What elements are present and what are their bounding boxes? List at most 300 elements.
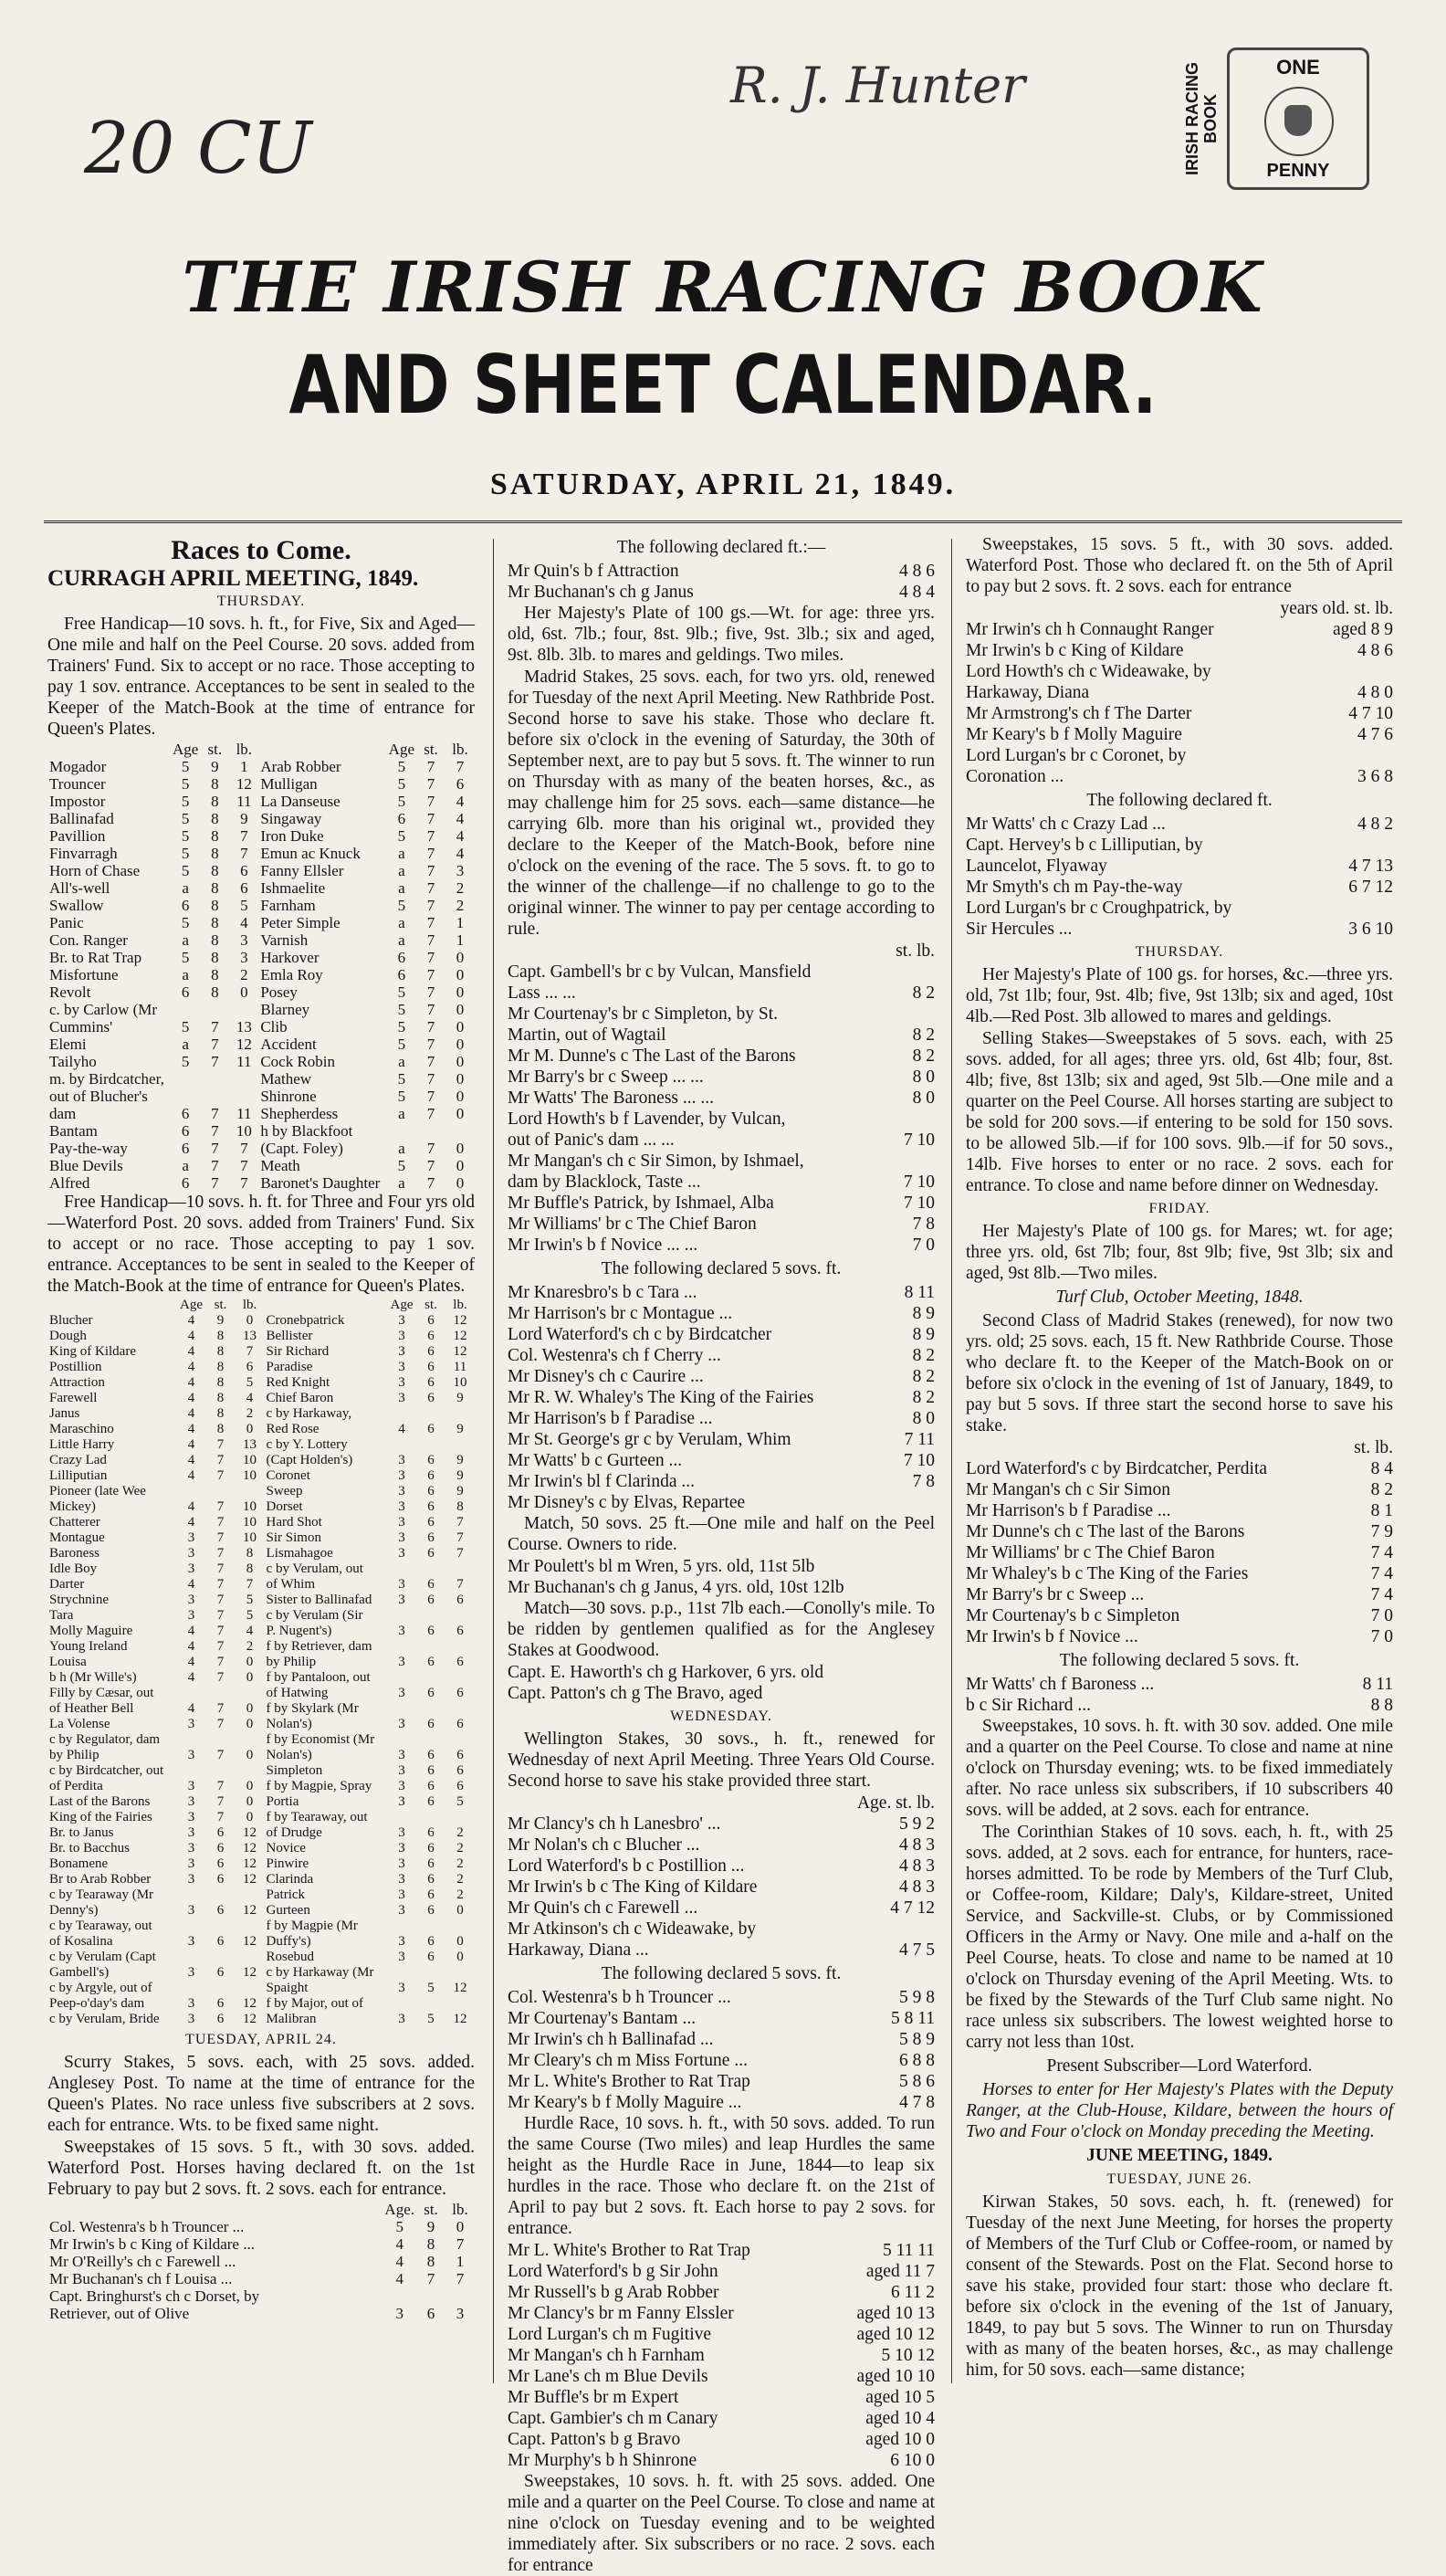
weight-cell: 12 (243, 1825, 257, 1840)
weight-cell: 7 (211, 1174, 219, 1192)
weight-cell: 3 (398, 1717, 405, 1731)
handwritten-note: 20 CU (84, 108, 312, 190)
horse-name: of Kosalina (49, 1934, 113, 1949)
list-item (508, 2029, 935, 2050)
weight-cell: 4 (187, 1406, 195, 1421)
entry-name: Lord Waterford's b c Postillion ... (508, 1856, 745, 1876)
entry-weights: 4 8 6 (1357, 641, 1393, 660)
weight-cell: 3 (187, 1748, 195, 1762)
weight-cell: 7 (426, 1036, 435, 1053)
horse-name: Capt. Bringhurst's ch c Dorset, by (49, 2287, 260, 2305)
horse-name: Emla Roy (260, 966, 323, 983)
race-conditions: Selling Stakes—Sweepstakes of 5 sovs. each, with 25 sovs. added, for all ages; three yrs. old, 6st 4lb; four, 8st. 4lb; five, 8st 13lb; six and aged, 9st 5lb.—One mile and a quarter on the Peel Course. All horses starting are subject to be sold for 200 sovs.—if entering to be sold for 150 sovs. to be allowed 5lb.—if for 100 sovs. 9lb.—if for 50 sovs., 14lb. Five horses to enter or no race. 2 sovs. each for entrance. To close and name before dinner on Wednesday. (966, 1029, 1393, 1195)
list-item (508, 1408, 935, 1429)
weight-cell: 0 (456, 949, 465, 966)
stamp-top-text: ONE (1276, 56, 1320, 79)
weight-cell: 10 (243, 1499, 257, 1514)
column-header (258, 741, 386, 758)
table-row (47, 1422, 475, 1437)
column-1 (47, 534, 475, 2388)
list-item (508, 1303, 935, 1324)
weight-cell (416, 1406, 445, 1422)
entry-name: Col. Westenra's b h Trouncer ... (508, 1988, 731, 2007)
entry-weights: aged 10 4 (865, 2409, 935, 2428)
weight-cell (387, 1732, 416, 1748)
list-item (508, 2261, 935, 2282)
race-conditions: Her Majesty's Plate of 100 gs. for horses, &c.—three yrs. old, 7st 1lb; four, 9st. 4lb; five, 9st 13lb; six and aged, 10st 4lb.—Red Post. 3lb allowed to mares and geldings. (966, 965, 1393, 1026)
weight-cell: 5 (240, 897, 248, 914)
entry-name: Lord Howth's b f Lavender, by Vulcan, (508, 1109, 786, 1129)
table-row (47, 827, 475, 845)
entry-weights: 8 2 (912, 1388, 935, 1407)
weight-cell: 3 (398, 1856, 405, 1871)
table-row (47, 1036, 475, 1053)
section-heading: Races to Come. (171, 535, 351, 565)
list-item (508, 1577, 935, 1598)
weight-cell: 12 (453, 1313, 467, 1328)
weight-cell: 0 (456, 1070, 465, 1088)
table-row (47, 810, 475, 827)
horse-name: Farnham (260, 897, 316, 914)
entry-name: Mr Poulett's bl m Wren, 5 yrs. old, 11st 5lb (508, 1557, 815, 1576)
column-header: st. (207, 741, 223, 758)
weight-cell: 6 (240, 879, 248, 897)
weight-cell: 8 (216, 1422, 225, 1436)
weight-cell: 6 (427, 1499, 435, 1514)
column-header: Age (388, 741, 414, 758)
entry-weights: 3 6 10 (1348, 920, 1393, 939)
table-row (47, 1018, 475, 1036)
weight-cell: 7 (216, 1639, 225, 1654)
weight-cell (445, 1122, 475, 1140)
list-item (966, 1563, 1393, 1584)
horse-name: Retriever, out of Olive (49, 2305, 190, 2322)
weight-cell: 0 (246, 1313, 254, 1328)
entry-instructions: Horses to enter for Her Majesty's Plates with the Deputy Ranger, at the Club-House, Kildare, between the hours of Two and Four o'clock on Monday preceding the Meeting. (966, 2080, 1393, 2141)
list-item (508, 2450, 935, 2471)
table-row (47, 2235, 475, 2253)
table-row (47, 1593, 475, 1608)
weight-cell: 8 (246, 1561, 254, 1576)
entry-name: Launcelot, Flyaway (966, 857, 1107, 876)
weight-cell: 6 (427, 1655, 435, 1669)
weight-cell (236, 1484, 265, 1499)
entry-weights: 8 2 (912, 1346, 935, 1365)
table-row (47, 1070, 475, 1088)
weight-cell: 4 (187, 1437, 195, 1452)
list-item (508, 1856, 935, 1877)
horse-name: Janus (49, 1406, 80, 1421)
horse-name: Iron Duke (260, 827, 324, 845)
weight-cell: 8 (426, 2235, 435, 2253)
list-item (966, 745, 1393, 766)
weight-cell: 8 (211, 793, 219, 810)
weight-cell (387, 1561, 416, 1577)
entry-name: Capt. Patton's b g Bravo (508, 2430, 681, 2449)
weight-cell: 0 (246, 1670, 254, 1685)
weight-cell: 3 (187, 1779, 195, 1793)
weight-cell: 0 (456, 1174, 465, 1192)
table-row (47, 1530, 475, 1546)
weight-cell: 5 (397, 1036, 406, 1053)
list-item (966, 703, 1393, 724)
weight-cell: 2 (456, 1825, 464, 1840)
table-row (47, 1608, 475, 1624)
weight-cell: 7 (426, 1105, 435, 1122)
entry-name: Mr Nolan's ch c Blucher ... (508, 1835, 700, 1855)
weight-cell: 3 (398, 1841, 405, 1856)
race-conditions: Her Majesty's Plate of 100 gs. for Mares; wt. for age; three yrs. old, 6st 7lb; four, 8st 9lb; five, 9st 3lb; six and aged, 9st 8lb.—Two miles. (966, 1222, 1393, 1283)
weight-cell: 2 (246, 1639, 254, 1654)
horse-name: f by Tearaway, out (266, 1810, 368, 1824)
weight-cell (445, 1406, 475, 1422)
weight-cell: 4 (398, 1422, 405, 1436)
weight-cell: 3 (398, 1934, 405, 1949)
entry-name: Mr Mangan's ch c Sir Simon (966, 1480, 1170, 1499)
entry-name: Mr Clancy's br m Fanny Elssler (508, 2304, 734, 2323)
weight-cell: 7 (426, 897, 435, 914)
weight-cell: 5 (397, 827, 406, 845)
horse-name: of Heather Bell (49, 1701, 134, 1716)
weight-cell: 7 (216, 1530, 225, 1545)
list-item (508, 1109, 935, 1130)
weight-cell: 6 (240, 862, 248, 879)
weight-cell: 3 (187, 1872, 195, 1887)
horse-name: Peep-o'day's dam (49, 1996, 145, 2011)
weight-cell: 3 (395, 2305, 403, 2322)
weight-cell: 7 (456, 758, 465, 775)
table-row (47, 1001, 475, 1018)
weight-cell: 12 (243, 1965, 257, 1980)
day-heading: FRIDAY. (1148, 1201, 1210, 1216)
entry-weights: 8 8 (1370, 1696, 1393, 1715)
horse-name: P. Nugent's) (266, 1624, 332, 1638)
horse-name: b h (Mr Wille's) (49, 1670, 137, 1685)
weight-cell: 2 (246, 1406, 254, 1421)
entry-name: Mr Watts' ch c Crazy Lad ... (966, 815, 1166, 834)
horse-name: Denny's) (49, 1903, 99, 1918)
horse-name: Bellister (266, 1329, 313, 1343)
horse-name: Clarinda (266, 1872, 314, 1887)
table-row (47, 1686, 475, 1701)
weight-cell: 3 (398, 1950, 405, 1964)
list-item (508, 1172, 935, 1193)
entry-name: Mr Irwin's ch h Connaught Ranger (966, 620, 1214, 639)
day-heading: THURSDAY. (216, 594, 306, 609)
weight-cell: 8 (211, 827, 219, 845)
horse-name: Meath (260, 1157, 300, 1174)
weight-cell: a (182, 1157, 189, 1174)
list-item (508, 1814, 935, 1835)
handicap-table (47, 741, 475, 1192)
weight-cell: 3 (398, 1546, 405, 1561)
table-row (47, 1981, 475, 1996)
horse-name: Cock Robin (260, 1053, 336, 1070)
weight-cell: 6 (181, 1105, 190, 1122)
weight-cell: 5 (427, 2012, 435, 2026)
entry-name: Mr Williams' br c The Chief Baron (966, 1543, 1215, 1562)
horse-name: Arab Robber (260, 758, 341, 775)
weight-cell: 9 (456, 1468, 464, 1483)
weight-cell: 7 (456, 1577, 464, 1592)
entries-table (47, 2201, 475, 2322)
list-item (966, 1458, 1393, 1479)
weight-cell: 12 (236, 775, 252, 793)
weight-cell: 6 (427, 1950, 435, 1964)
weight-cell: 4 (187, 1670, 195, 1685)
horse-name: Montague (49, 1530, 105, 1545)
entry-name: Mr Atkinson's ch c Wideawake, by (508, 1919, 757, 1939)
horse-name: Mulligan (260, 775, 318, 793)
weight-cell (416, 1122, 445, 1140)
weight-cell: 8 (211, 931, 219, 949)
horse-name: La Volense (49, 1717, 110, 1731)
horse-name: Lilliputian (49, 1468, 108, 1483)
entry-name: Lord Howth's ch c Wideawake, by (966, 662, 1211, 681)
weight-cell (236, 1919, 265, 1934)
horse-name: f by Retriever, dam (266, 1639, 372, 1654)
weight-cell: 7 (216, 1546, 225, 1561)
weight-cell: 6 (216, 1872, 225, 1887)
horse-name: Br. to Bacchus (49, 1841, 130, 1856)
entry-name: Mr Irwin's b c The King of Kildare (508, 1877, 758, 1897)
weight-cell: 0 (456, 1018, 465, 1036)
horse-name: (Capt Holden's) (266, 1453, 353, 1467)
weight-cell: 3 (187, 1717, 195, 1731)
table-row (47, 1577, 475, 1593)
weight-cell: 6 (427, 1453, 435, 1467)
list-item (508, 1450, 935, 1471)
weight-cell: 6 (427, 1391, 435, 1405)
weight-cell: 8 (211, 775, 219, 793)
list-item (508, 1471, 935, 1492)
weight-cell (445, 1639, 475, 1655)
entry-weights: 8 0 (912, 1067, 935, 1087)
weight-cell: 2 (456, 897, 465, 914)
column-divider (951, 539, 952, 2383)
horse-name: Chief Baron (266, 1391, 334, 1405)
weight-cell: 4 (187, 1515, 195, 1530)
list-item (508, 1345, 935, 1366)
weight-cell: 6 (427, 1344, 435, 1359)
list-item (508, 983, 935, 1004)
weight-cell: 6 (427, 1360, 435, 1374)
weight-cell (200, 1088, 229, 1105)
weight-cell: 3 (187, 1810, 195, 1824)
race-conditions: Scurry Stakes, 5 sovs. each, with 25 sovs. added. Anglesey Post. To name at the time of entrance for the Queen's Plates. No race unless five subscribers at 2 sovs. each for entrance. Wts. to be fixed same night. (47, 2053, 475, 2135)
horse-name: h by Blackfoot (260, 1122, 353, 1140)
weight-cell (206, 1484, 236, 1499)
weight-cell (445, 1810, 475, 1825)
table-row (47, 1887, 475, 1903)
horse-name: Cummins' (49, 1018, 113, 1036)
header-rule (44, 520, 1402, 523)
horse-name: Misfortune (49, 966, 119, 983)
entry-name: Mr Buffle's br m Expert (508, 2388, 679, 2407)
weight-cell: 7 (426, 966, 435, 983)
list-item (966, 835, 1393, 856)
horse-name: Sweep (266, 1484, 303, 1498)
weight-cell: a (398, 1140, 405, 1157)
weight-cell: 0 (246, 1655, 254, 1669)
weight-cell (416, 1732, 445, 1748)
table-row (47, 966, 475, 983)
weight-cell: 7 (216, 1577, 225, 1592)
entry-weights: 4 7 13 (1348, 857, 1393, 876)
race-conditions: Sweepstakes, 10 sovs. h. ft. with 30 sov. added. One mile and a quarter on the Peel Course. To close and name at nine o'clock on Thursday evening; wts. to be fixed immediately after. No race unless six subscribers, if 10 subscribers 40 sovs. will be added, at 2 sovs. each for entrance. (966, 1717, 1393, 1820)
weight-cell: 3 (398, 1577, 405, 1592)
weight-cell (387, 1639, 416, 1655)
table-header-row (47, 1298, 475, 1313)
horse-name: by Philip (266, 1655, 317, 1669)
weight-cell: 2 (456, 879, 465, 897)
list-item (508, 2366, 935, 2387)
weight-cell: 0 (456, 1053, 465, 1070)
list-item (966, 682, 1393, 703)
weight-cell: 6 (456, 1717, 464, 1731)
weight-cell (177, 1919, 206, 1934)
entry-name: Mr Courtenay's br c Simpleton, by St. (508, 1004, 778, 1024)
weight-cell: 0 (246, 1717, 254, 1731)
weight-cell: 7 (426, 914, 435, 931)
entry-name: Mr Irwin's bl f Clarinda ... (508, 1472, 695, 1491)
weight-cell: 3 (187, 1561, 195, 1576)
entry-name: Mr Smyth's ch m Pay-the-way (966, 878, 1183, 897)
weight-cell: 0 (246, 1701, 254, 1716)
weight-cell: 7 (426, 1140, 435, 1157)
weight-cell: 4 (187, 1639, 195, 1654)
list-item (508, 2387, 935, 2408)
table-row (47, 1499, 475, 1515)
table-row (47, 1546, 475, 1561)
declared-heading: The following declared 5 sovs. ft. (601, 1964, 842, 1983)
weight-cell: 6 (427, 1872, 435, 1887)
horse-name: of Hatwing (266, 1686, 329, 1700)
weight-cell: 6 (427, 1887, 435, 1902)
table-row (47, 1919, 475, 1934)
weight-cell (387, 1919, 416, 1934)
horse-name: Mogador (49, 758, 107, 775)
masthead-title: THE IRISH RACING BOOK (182, 247, 1264, 328)
weight-cell: 3 (398, 1779, 405, 1793)
weight-cell: 7 (211, 1018, 219, 1036)
weight-header: st. lb. (1354, 1438, 1393, 1457)
horse-name: Postillion (49, 1360, 102, 1374)
race-conditions: Madrid Stakes, 25 sovs. each, for two yrs. old, renewed for Tuesday of the next April Meeting. New Rathbride Post. Second horse to save his stake. Those who declare ft. before six o'clock in the evening of Saturday, the 30th of September next, are to pay but 5 sovs. ft. The winner to run on Thursday with as many of the beaten horses, &c., as may challenge him for 25 sovs. each—same distance—he carrying 6lb. more than his original wt., provided they declare to the Keeper of the Match-Book, before nine o'clock on the evening of the race. The 5 sovs. ft. to go to the winner of the challenge—if no challenge to go to the original winner. The winner to pay per centage according to rule. (508, 668, 935, 939)
race-conditions: Sweepstakes, 15 sovs. 5 ft., with 30 sovs. added. Waterford Post. Those who declared ft. on the 5th of April to pay but 2 sovs. ft. 2 sovs. each for entrance (966, 535, 1393, 596)
horse-name: Pioneer (late Wee (49, 1484, 146, 1498)
horse-name: Ballinafad (49, 810, 114, 827)
weight-cell: 7 (426, 1088, 435, 1105)
horse-name: Accident (260, 1036, 317, 1053)
weight-cell: 3 (398, 1872, 405, 1887)
weight-cell (171, 1001, 200, 1018)
weight-cell: 0 (456, 2218, 465, 2235)
table-row (47, 914, 475, 931)
entry-weights (851, 962, 935, 983)
weight-cell (206, 1686, 236, 1701)
list-item (966, 1479, 1393, 1500)
meeting-heading: CURRAGH APRIL MEETING, 1849. (47, 566, 419, 591)
weight-cell: 4 (187, 1468, 195, 1483)
table-row (47, 845, 475, 862)
horse-name: Mr O'Reilly's ch c Farewell ... (49, 2253, 236, 2270)
weight-cell: 1 (456, 2253, 465, 2270)
weight-cell: 7 (211, 1122, 219, 1140)
weight-cell: 3 (398, 1903, 405, 1918)
weight-cell: 6 (427, 1484, 435, 1498)
list-item (508, 2050, 935, 2071)
weight-cell: 3 (398, 1391, 405, 1405)
horse-name: Blarney (260, 1001, 310, 1018)
entry-weights: aged 11 7 (865, 2262, 935, 2281)
weight-cell (387, 1996, 416, 2012)
weight-cell: 4 (187, 1375, 195, 1390)
entry-name: Capt. Gambell's br c by Vulcan, Mansfield (508, 962, 812, 982)
horse-name: Darter (49, 1577, 85, 1592)
entry-weights: 8 11 (1362, 1675, 1393, 1694)
weight-cell: 4 (187, 1360, 195, 1374)
weight-cell: 5 (397, 1018, 406, 1036)
weight-cell: 4 (395, 2235, 403, 2253)
list-item (508, 2282, 935, 2303)
horse-name: Portia (266, 1794, 299, 1809)
weight-cell: 7 (456, 1515, 464, 1530)
table-row (47, 862, 475, 879)
weight-cell: 3 (398, 1453, 405, 1467)
weight-cell: 6 (397, 966, 406, 983)
horse-name: f by Major, out of (266, 1996, 363, 2011)
weight-cell (382, 2287, 416, 2305)
weight-cell (445, 1608, 475, 1624)
weight-cell: 6 (181, 1174, 190, 1192)
entry-weights: 4 7 6 (1357, 725, 1393, 744)
entry-name: Coronation ... (966, 767, 1064, 786)
list-item (508, 1662, 935, 1683)
list-item (966, 856, 1393, 877)
list-item (508, 1940, 935, 1961)
table-row (47, 1810, 475, 1825)
entry-list (508, 1987, 935, 2113)
horse-name: Shinrone (260, 1088, 317, 1105)
horse-name: Br. to Janus (49, 1825, 114, 1840)
entry-list (508, 962, 935, 1256)
entry-weights: 8 2 (912, 1025, 935, 1045)
stamp-bottom-text: PENNY (1266, 161, 1330, 181)
entry-list (508, 1662, 935, 1704)
weight-cell: 0 (246, 1779, 254, 1793)
entry-weights: 6 7 12 (1348, 878, 1393, 897)
weight-cell: 6 (216, 2012, 225, 2026)
column-header: lb. (452, 2201, 468, 2218)
entry-weights: 7 8 (912, 1472, 935, 1491)
weight-cell: 6 (456, 1624, 464, 1638)
list-item (966, 1542, 1393, 1563)
weight-cell: 12 (243, 1996, 257, 2011)
weight-cell: a (398, 1053, 405, 1070)
weight-cell: 7 (426, 1018, 435, 1036)
horse-name: Spaight (266, 1981, 309, 1995)
horse-name: Swallow (49, 897, 104, 914)
weight-cell: 4 (246, 1624, 254, 1638)
weight-cell: 3 (187, 1996, 195, 2011)
list-item (508, 1151, 935, 1172)
table-row (47, 1406, 475, 1422)
horse-name: f by Economist (Mr (266, 1732, 375, 1747)
horse-name: Fanny Ellsler (260, 862, 344, 879)
weight-cell: 3 (187, 1530, 195, 1545)
weight-cell: 7 (426, 879, 435, 897)
